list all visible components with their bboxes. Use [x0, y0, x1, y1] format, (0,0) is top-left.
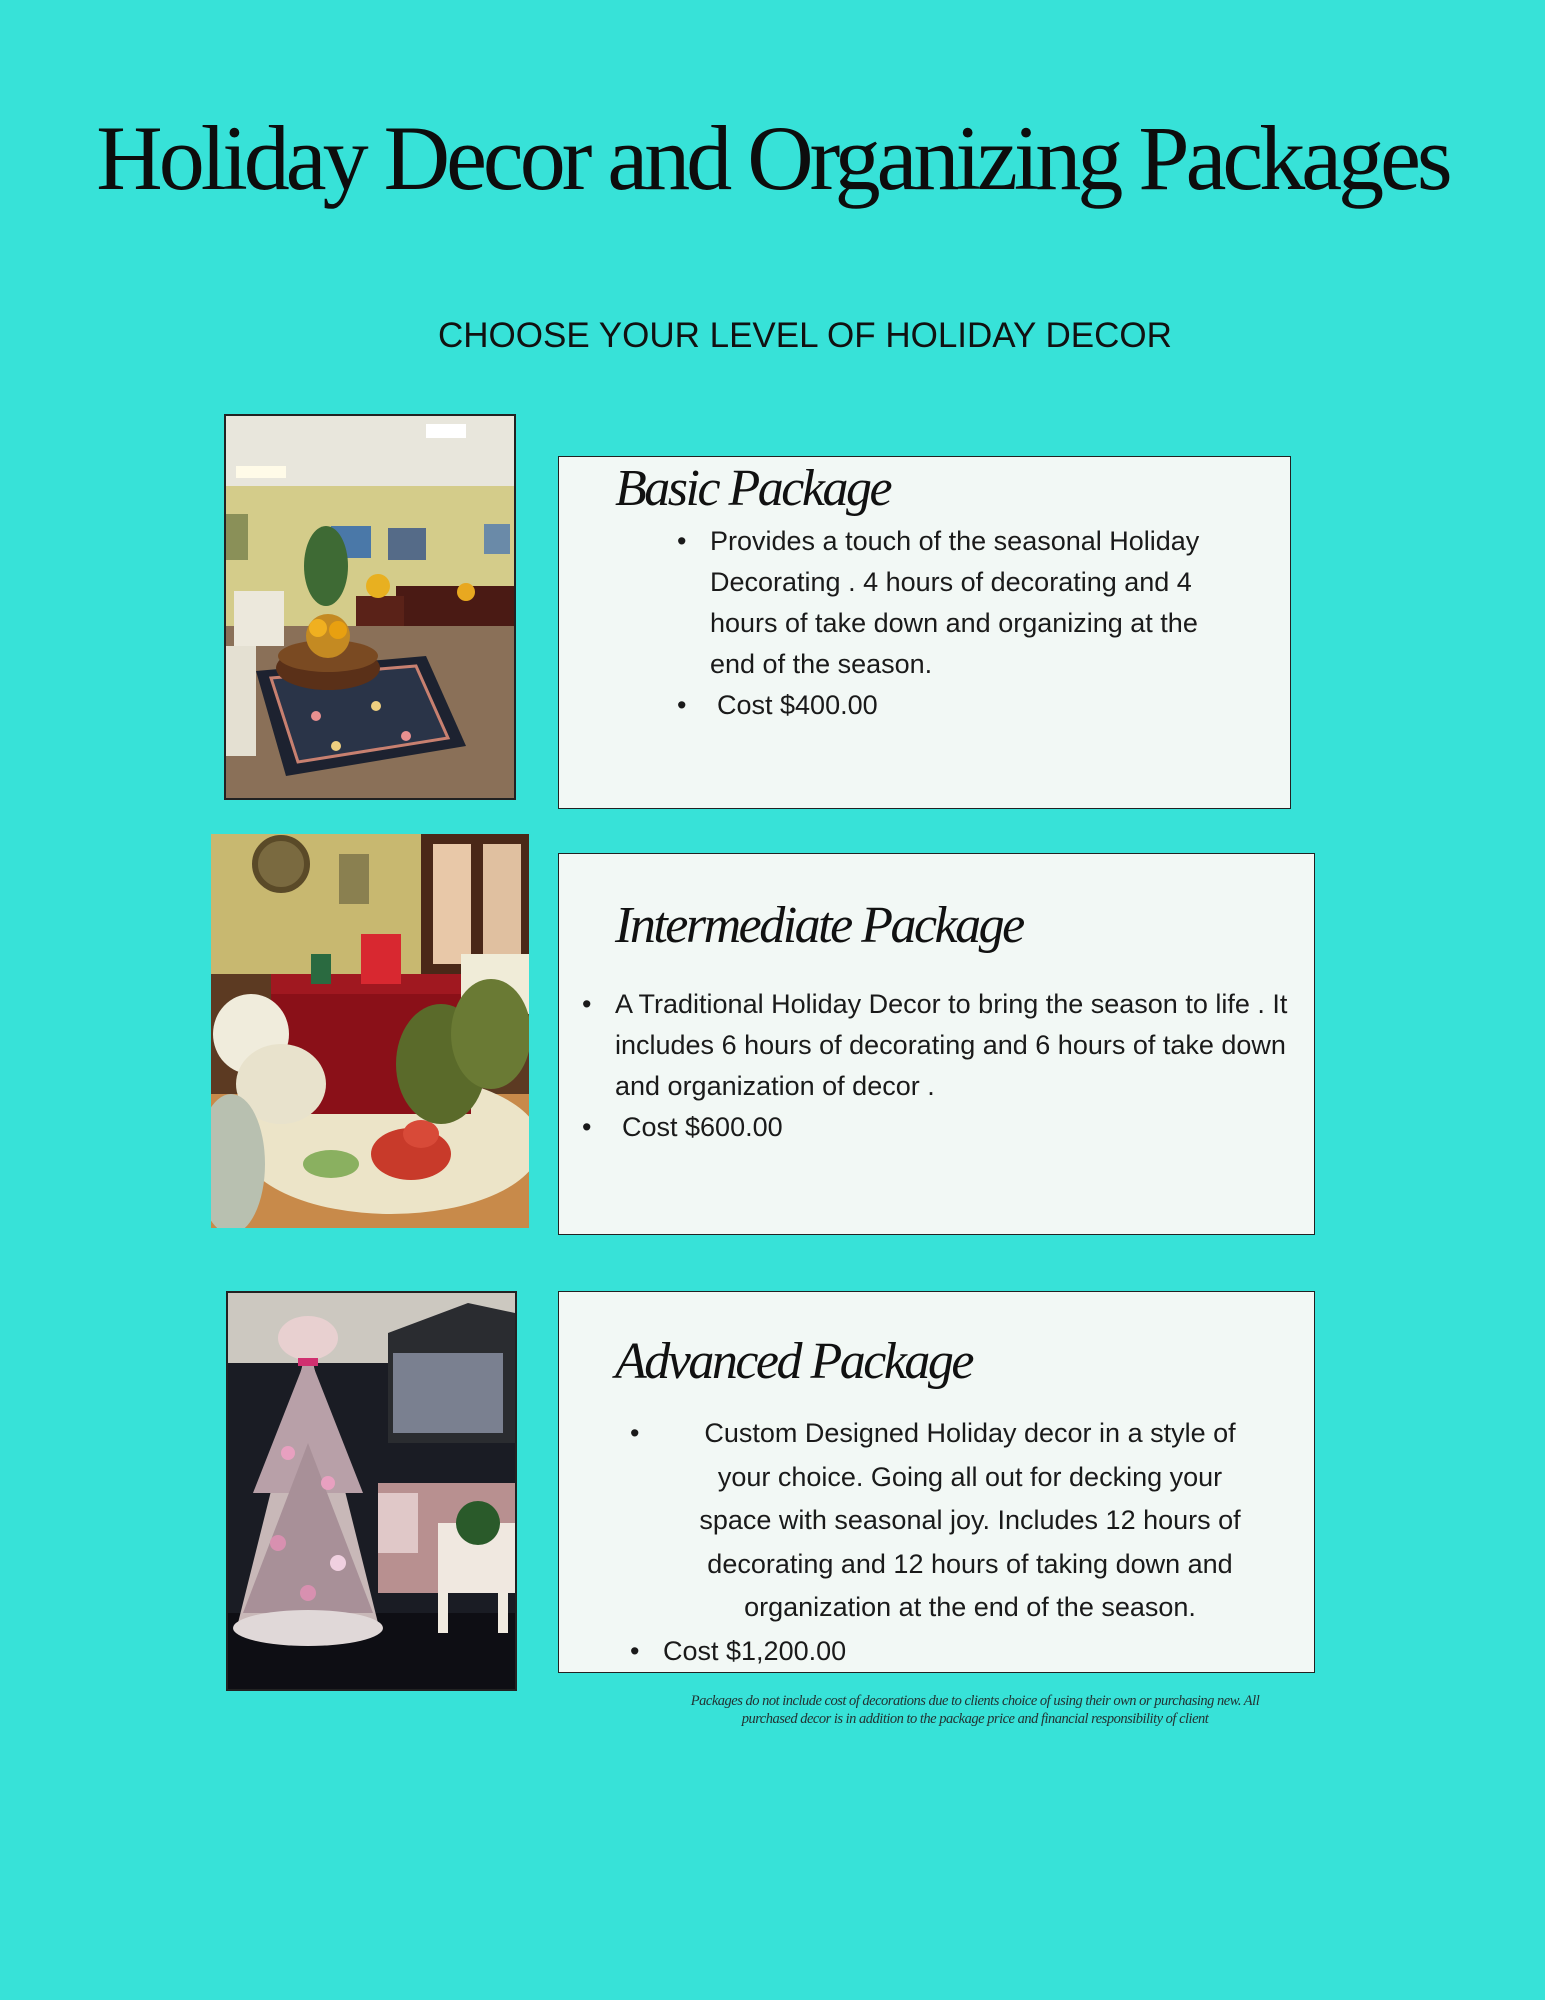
packages-footnote: Packages do not include cost of decorations due to clients choice of using their own or purchasing new. All purchased decor is in addition to the package price and financial responsibility of client: [690, 1693, 1260, 1727]
advanced-package-title: Advanced Package: [615, 1333, 973, 1390]
christmas-tree-photo: [226, 1291, 517, 1691]
basic-package-title: Basic Package: [615, 460, 891, 517]
advanced-package-card: [558, 1291, 1315, 1673]
intermediate-package-list: [615, 984, 1305, 1148]
basic-package-description: • Provides a touch of the seasonal Holiday Decorating . 4 hours of decorating and 4 hours of take down and organizing at the end of the season.: [710, 521, 1230, 685]
basic-package-card: [558, 456, 1291, 809]
basic-package-cost: • Cost $400.00: [710, 685, 1230, 726]
advanced-package-cost: • Cost $1,200.00: [663, 1630, 1253, 1674]
intermediate-package-description: • A Traditional Holiday Decor to bring the season to life . It includes 6 hours of decorating and 6 hours of take down and organization of decor .: [615, 984, 1305, 1107]
intermediate-package-card: [558, 853, 1315, 1235]
office-lobby-photo: [224, 414, 516, 800]
advanced-package-list: [663, 1412, 1253, 1673]
basic-package-list: [710, 521, 1230, 726]
page-title: Holiday Decor and Organizing Packages: [96, 107, 1449, 209]
advanced-package-description: • Custom Designed Holiday decor in a style of your choice. Going all out for decking your space with seasonal joy. Includes 12 hours of decorating and 12 hours of taking down and organization at the end of the season.: [663, 1412, 1253, 1630]
dining-room-photo: [211, 834, 529, 1228]
intermediate-package-title: Intermediate Package: [615, 897, 1023, 954]
page-subtitle: CHOOSE YOUR LEVEL OF HOLIDAY DECOR: [438, 316, 1172, 355]
intermediate-package-cost: • Cost $600.00: [615, 1107, 1305, 1148]
